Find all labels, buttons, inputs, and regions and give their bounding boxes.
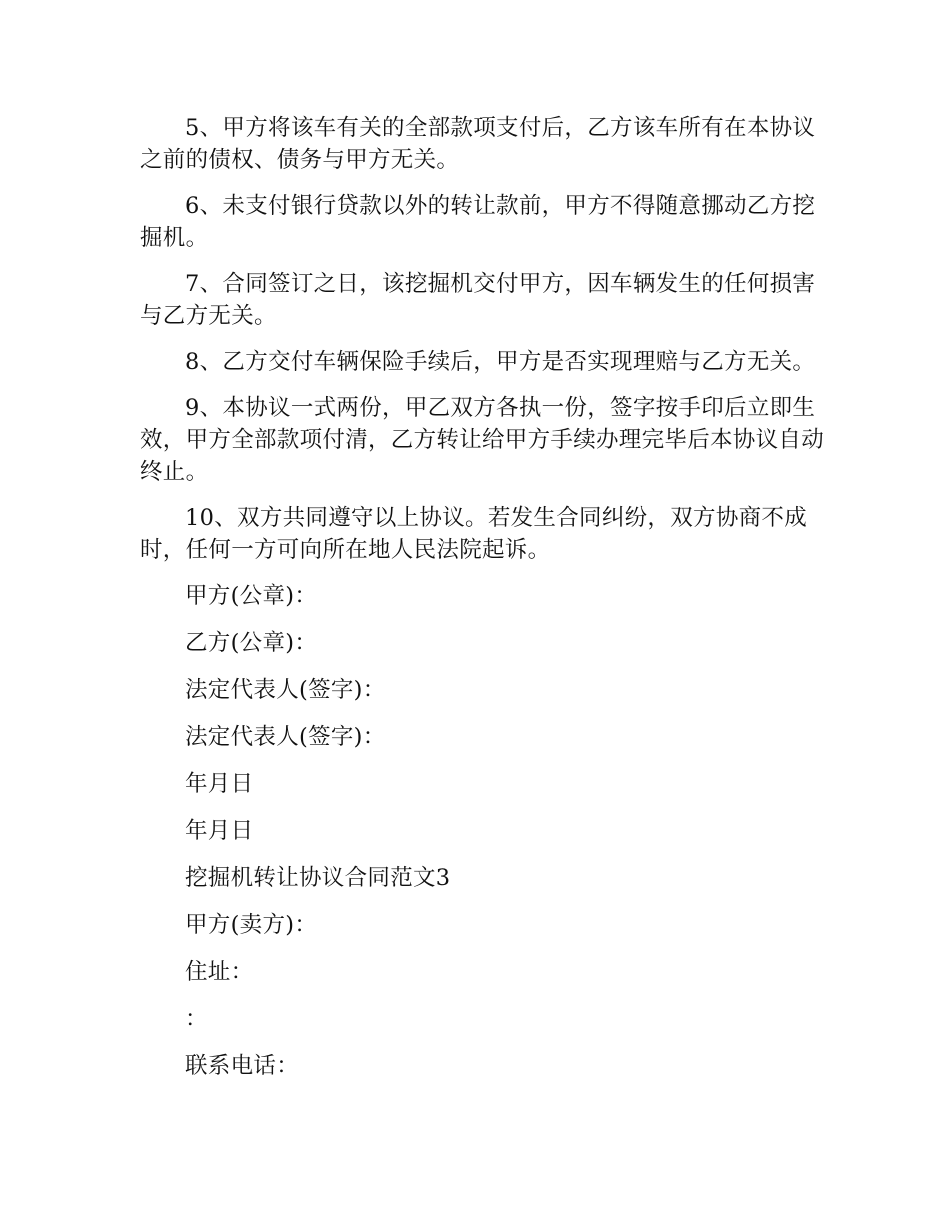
clause-8: 8、乙方交付车辆保险手续后，甲方是否实现理赔与乙方无关。 <box>185 349 816 375</box>
clause-6: 6、未支付银行贷款以外的转让款前，甲方不得随意挪动乙方挖掘机。 <box>140 193 816 251</box>
legal-rep-a-line: 法定代表人(签字)： <box>185 677 386 703</box>
date-b-line: 年月日 <box>185 818 254 844</box>
party-b-seal-line: 乙方(公章)： <box>185 630 318 656</box>
legal-rep-b-line: 法定代表人(签字)： <box>185 724 386 750</box>
clause-9: 9、本协议一式两份，甲乙双方各执一份，签字按手印后立即生效，甲方全部款项付清，乙方转让给甲方手续办理完毕后本协议自动终止。 <box>140 395 825 485</box>
document-page <box>140 112 830 1097</box>
address-line: 住址： <box>185 959 254 985</box>
date-a-line: 年月日 <box>185 771 254 797</box>
seller-line: 甲方(卖方)： <box>185 912 318 938</box>
clause-7: 7、合同签订之日，该挖掘机交付甲方，因车辆发生的任何损害与乙方无关。 <box>140 271 816 329</box>
clause-10: 10、双方共同遵守以上协议。若发生合同纠纷，双方协商不成时，任何一方可向所在地人民法院起诉。 <box>140 505 808 563</box>
party-a-seal-line: 甲方(公章)： <box>185 583 318 609</box>
section-title: 挖掘机转让协议合同范文3 <box>185 865 451 891</box>
blank-line: ： <box>185 1006 208 1032</box>
phone-line: 联系电话： <box>185 1053 300 1079</box>
clause-5: 5、甲方将该车有关的全部款项支付后，乙方该车所有在本协议之前的债权、债务与甲方无关。 <box>140 115 816 173</box>
